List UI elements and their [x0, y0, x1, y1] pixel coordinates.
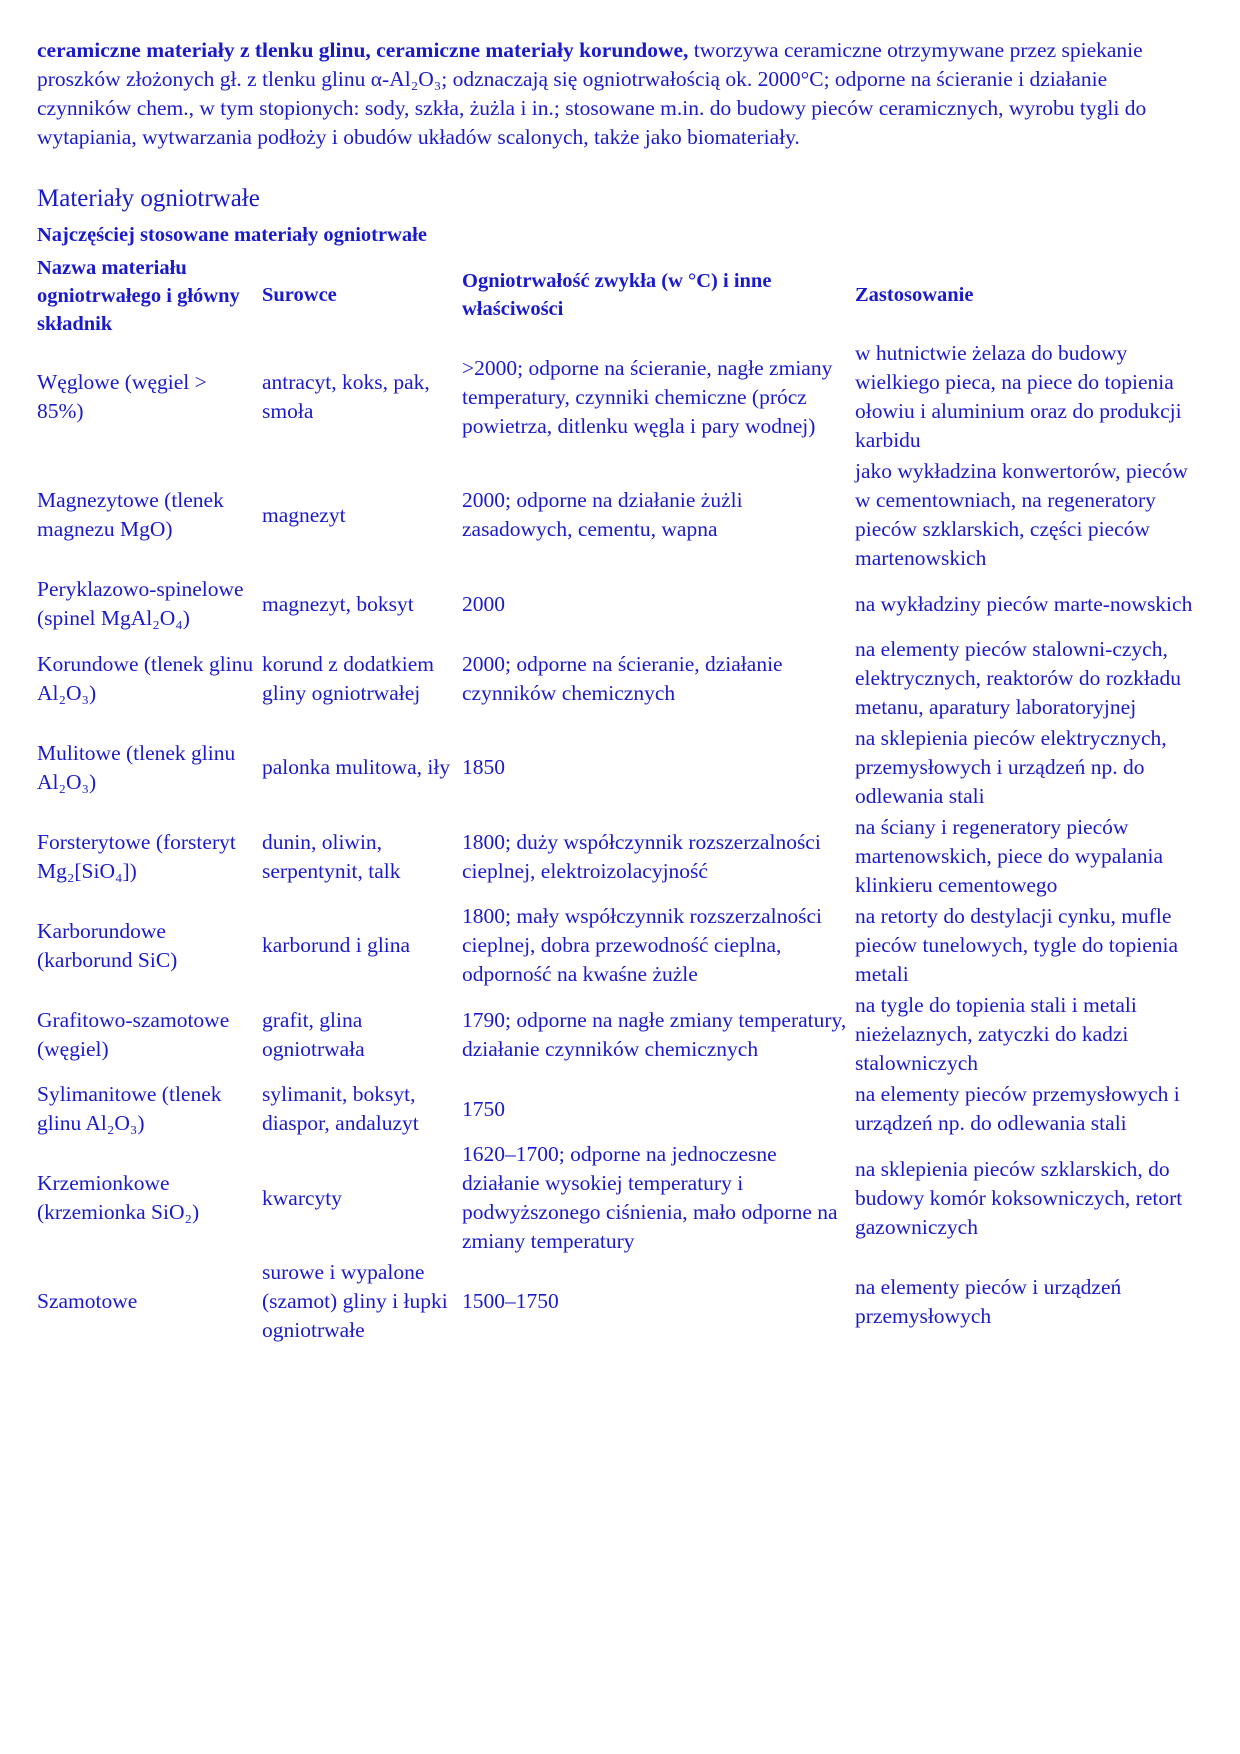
- cell-application: w hutnictwie żelaza do budowy wielkiego pieca, na piece do topienia ołowiu i aluminium oraz do produkcji karbidu: [855, 341, 1182, 452]
- cell-application: na sklepienia pieców elektrycznych, przemysłowych i urządzeń np. do odlewania stali: [855, 726, 1167, 808]
- table-caption: Najczęściej stosowane materiały ogniotrwałe: [37, 224, 427, 246]
- table-row: [35, 1079, 1203, 1139]
- table-row: [35, 456, 1203, 574]
- cell-refractoriness: >2000; odporne na ścieranie, nagłe zmiany temperatury, czynniki chemiczne (prócz powietrza, ditlenku węgla i pary wodnej): [462, 355, 833, 438]
- cell-application: na wykładziny pieców marte-nowskich: [855, 591, 1193, 616]
- cell-application: na elementy pieców stalowni-czych, elektrycznych, reaktorów do rozkładu metanu, aparatury laboratoryjnej: [855, 637, 1181, 719]
- cell-refractoriness: 2000; odporne na ścieranie, działanie czynników chemicznych: [462, 651, 783, 705]
- cell-name: Krzemionkowe (krzemionka SiO₂): [37, 1171, 200, 1224]
- cell-raw-materials: magnezyt: [262, 502, 346, 527]
- table-row: [35, 1139, 1203, 1257]
- cell-refractoriness: 1800; mały współczynnik rozszerzalności cieplnej, dobra przewodność cieplna, odporność na kwaśne żużle: [462, 904, 823, 986]
- cell-name: Magnezytowe (tlenek magnezu MgO): [37, 488, 224, 541]
- cell-name: Szamotowe: [37, 1289, 138, 1313]
- refractory-materials-table: [35, 252, 1203, 1346]
- cell-application: na sklepienia pieców szklarskich, do budowy komór koksowniczych, retort gazowniczych: [855, 1156, 1183, 1239]
- cell-name: Korundowe (tlenek glinu Al₂O₃): [37, 651, 254, 705]
- cell-application: na ściany i regeneratory pieców martenowskich, piece do wypalania klinkieru cementowego: [855, 815, 1164, 897]
- cell-raw-materials: dunin, oliwin, serpentynit, talk: [262, 829, 401, 883]
- table-row: [35, 634, 1203, 723]
- cell-name: Sylimanitowe (tlenek glinu Al₂O₃): [37, 1082, 222, 1135]
- cell-raw-materials: grafit, glina ogniotrwała: [262, 1007, 365, 1061]
- table-row: [35, 990, 1203, 1079]
- cell-name: Grafitowo-szamotowe (węgiel): [37, 1007, 230, 1061]
- intro-term: ceramiczne materiały z tlenku glinu, ceramiczne materiały korundowe,: [37, 38, 689, 62]
- cell-refractoriness: 2000: [462, 591, 505, 616]
- table-row: [35, 901, 1203, 990]
- cell-raw-materials: palonka mulitowa, iły: [262, 755, 451, 779]
- cell-refractoriness: 1620–1700; odporne na jednoczesne działanie wysokiej temperatury i podwyższonego ciśnienia, mało odporne na zmiany temperatury: [462, 1142, 838, 1253]
- cell-name: Peryklazowo-spinelowe (spinel MgAl₂O₄): [37, 577, 244, 630]
- table-row: [35, 338, 1203, 456]
- header-raw-materials: Surowce: [262, 284, 337, 306]
- table-row: [35, 1257, 1203, 1346]
- cell-name: Karborundowe (karborund SiC): [37, 918, 178, 972]
- document-page: [37, 36, 1207, 1346]
- table-header-row: [35, 252, 1203, 338]
- cell-raw-materials: antracyt, koks, pak, smoła: [262, 370, 430, 423]
- intro-paragraph: [37, 36, 1197, 152]
- cell-refractoriness: 1850: [462, 755, 505, 779]
- cell-raw-materials: kwarcyty: [262, 1185, 342, 1210]
- cell-refractoriness: 2000; odporne na działanie żużli zasadowych, cementu, wapna: [462, 488, 743, 541]
- cell-application: na elementy pieców i urządzeń przemysłowych: [855, 1274, 1122, 1328]
- header-name: Nazwa materiału ogniotrwałego i główny składnik: [37, 257, 240, 335]
- cell-raw-materials: sylimanit, boksyt, diaspor, andaluzyt: [262, 1082, 419, 1135]
- cell-raw-materials: karborund i glina: [262, 933, 411, 957]
- table-row: [35, 723, 1203, 812]
- cell-refractoriness: 1790; odporne na nagłe zmiany temperatury, działanie czynników chemicznych: [462, 1007, 847, 1061]
- cell-raw-materials: magnezyt, boksyt: [262, 591, 414, 616]
- cell-refractoriness: 1800; duży współczynnik rozszerzalności cieplnej, elektroizolacyjność: [462, 829, 821, 883]
- header-refractoriness: Ogniotrwałość zwykła (w °C) i inne właściwości: [462, 270, 772, 320]
- cell-name: Mulitowe (tlenek glinu Al₂O₃): [37, 740, 236, 794]
- cell-application: na tygle do topienia stali i metali nieżelaznych, zatyczki do kadzi stalowniczych: [855, 993, 1137, 1075]
- cell-application: na retorty do destylacji cynku, mufle pieców tunelowych, tygle do topienia metali: [855, 904, 1179, 986]
- cell-application: na elementy pieców przemysłowych i urządzeń np. do odlewania stali: [855, 1082, 1180, 1135]
- cell-name: Forsterytowe (forsteryt Mg₂[SiO₄]): [37, 829, 236, 883]
- cell-application: jako wykładzina konwertorów, pieców w cementowniach, na regeneratory pieców szklarskich, części pieców martenowskich: [855, 459, 1188, 570]
- cell-raw-materials: surowe i wypalone (szamot) gliny i łupki ogniotrwałe: [262, 1260, 448, 1342]
- cell-refractoriness: 1750: [462, 1096, 505, 1121]
- intro-text: tworzywa ceramiczne otrzymywane przez spiekanie proszków złożonych gł. z tlenku glinu α-Al₂O₃; odznaczają się ogniotrwałością ok. 2000°C; odporne na ścieranie i działanie czynników chem., w tym stopionych: sody, szkła, żużla i in.; stosowane m.in. do budowy pieców ceramicznych, wyrobu tygli do wytapiania, wytwarzania podłoży i obudów układów scalonych, także jako biomateriały.: [37, 38, 1147, 149]
- section-title: Materiały ogniotrwałe: [37, 185, 260, 212]
- table-row: [35, 574, 1203, 634]
- table-body: [35, 338, 1203, 1346]
- header-application: Zastosowanie: [855, 284, 974, 306]
- table-row: [35, 812, 1203, 901]
- cell-refractoriness: 1500–1750: [462, 1289, 559, 1313]
- cell-name: Węglowe (węgiel > 85%): [37, 370, 207, 423]
- cell-raw-materials: korund z dodatkiem gliny ogniotrwałej: [262, 651, 434, 705]
